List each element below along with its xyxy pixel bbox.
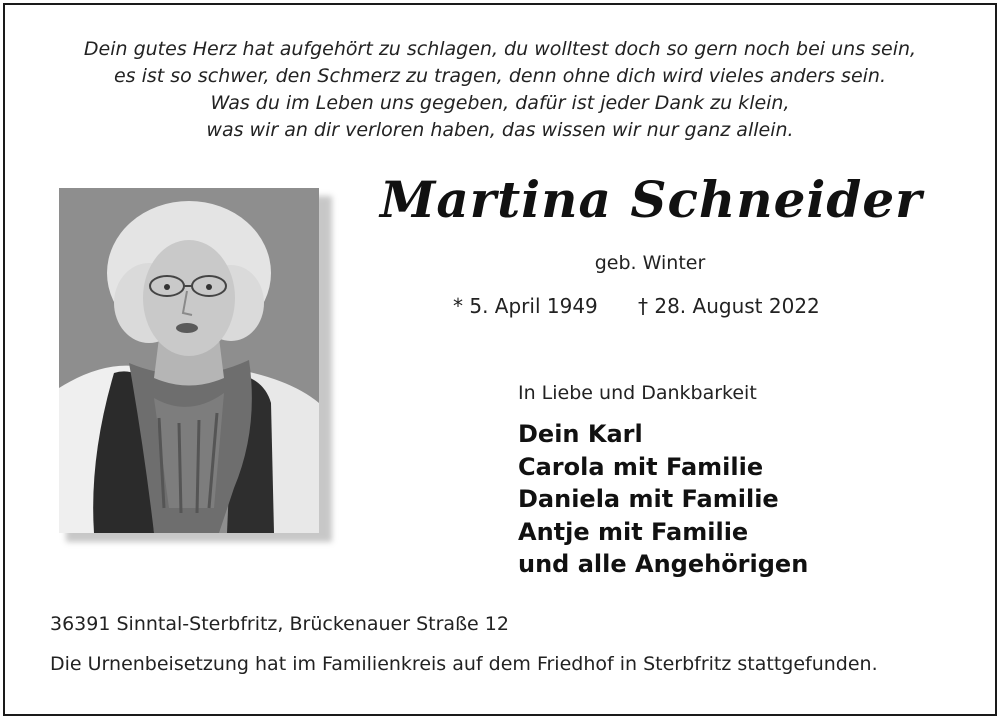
mourner-entry: Antje mit Familie (518, 517, 749, 546)
poem-line: es ist so schwer, den Schmerz zu tragen, denn ohne dich wird vieles anders sein. (113, 65, 886, 87)
mourners-list (518, 418, 808, 581)
birth-name: geb. Winter (594, 252, 706, 274)
dedication-intro: In Liebe und Dankbarkeit (518, 382, 757, 404)
mourner-entry: Dein Karl (518, 420, 643, 448)
family-address: 36391 Sinntal-Sterbfritz, Brückenauer Straße 12 (50, 613, 509, 635)
mourner-entry: Carola mit Familie (518, 452, 764, 481)
portrait-photo (59, 188, 319, 533)
mourner-entry: und alle Angehörigen (518, 550, 809, 578)
mourner-entry: Daniela mit Familie (518, 485, 779, 513)
poem-line: Was du im Leben uns gegeben, dafür ist jeder Dank zu klein, (210, 92, 790, 114)
memorial-poem (0, 36, 1000, 144)
death-date: † 28. August 2022 (638, 294, 820, 318)
poem-line: was wir an dir verloren haben, das wissen wir nur ganz allein. (206, 119, 794, 141)
poem-line: Dein gutes Herz hat aufgehört zu schlagen, du wolltest doch so gern noch bei uns sein, (83, 38, 917, 60)
deceased-name: Martina Schneider (380, 170, 923, 229)
burial-notice: Die Urnenbeisetzung hat im Familienkreis auf dem Friedhof in Sterbfritz stattgefunden. (50, 653, 878, 675)
birth-date: * 5. April 1949 (453, 294, 598, 318)
